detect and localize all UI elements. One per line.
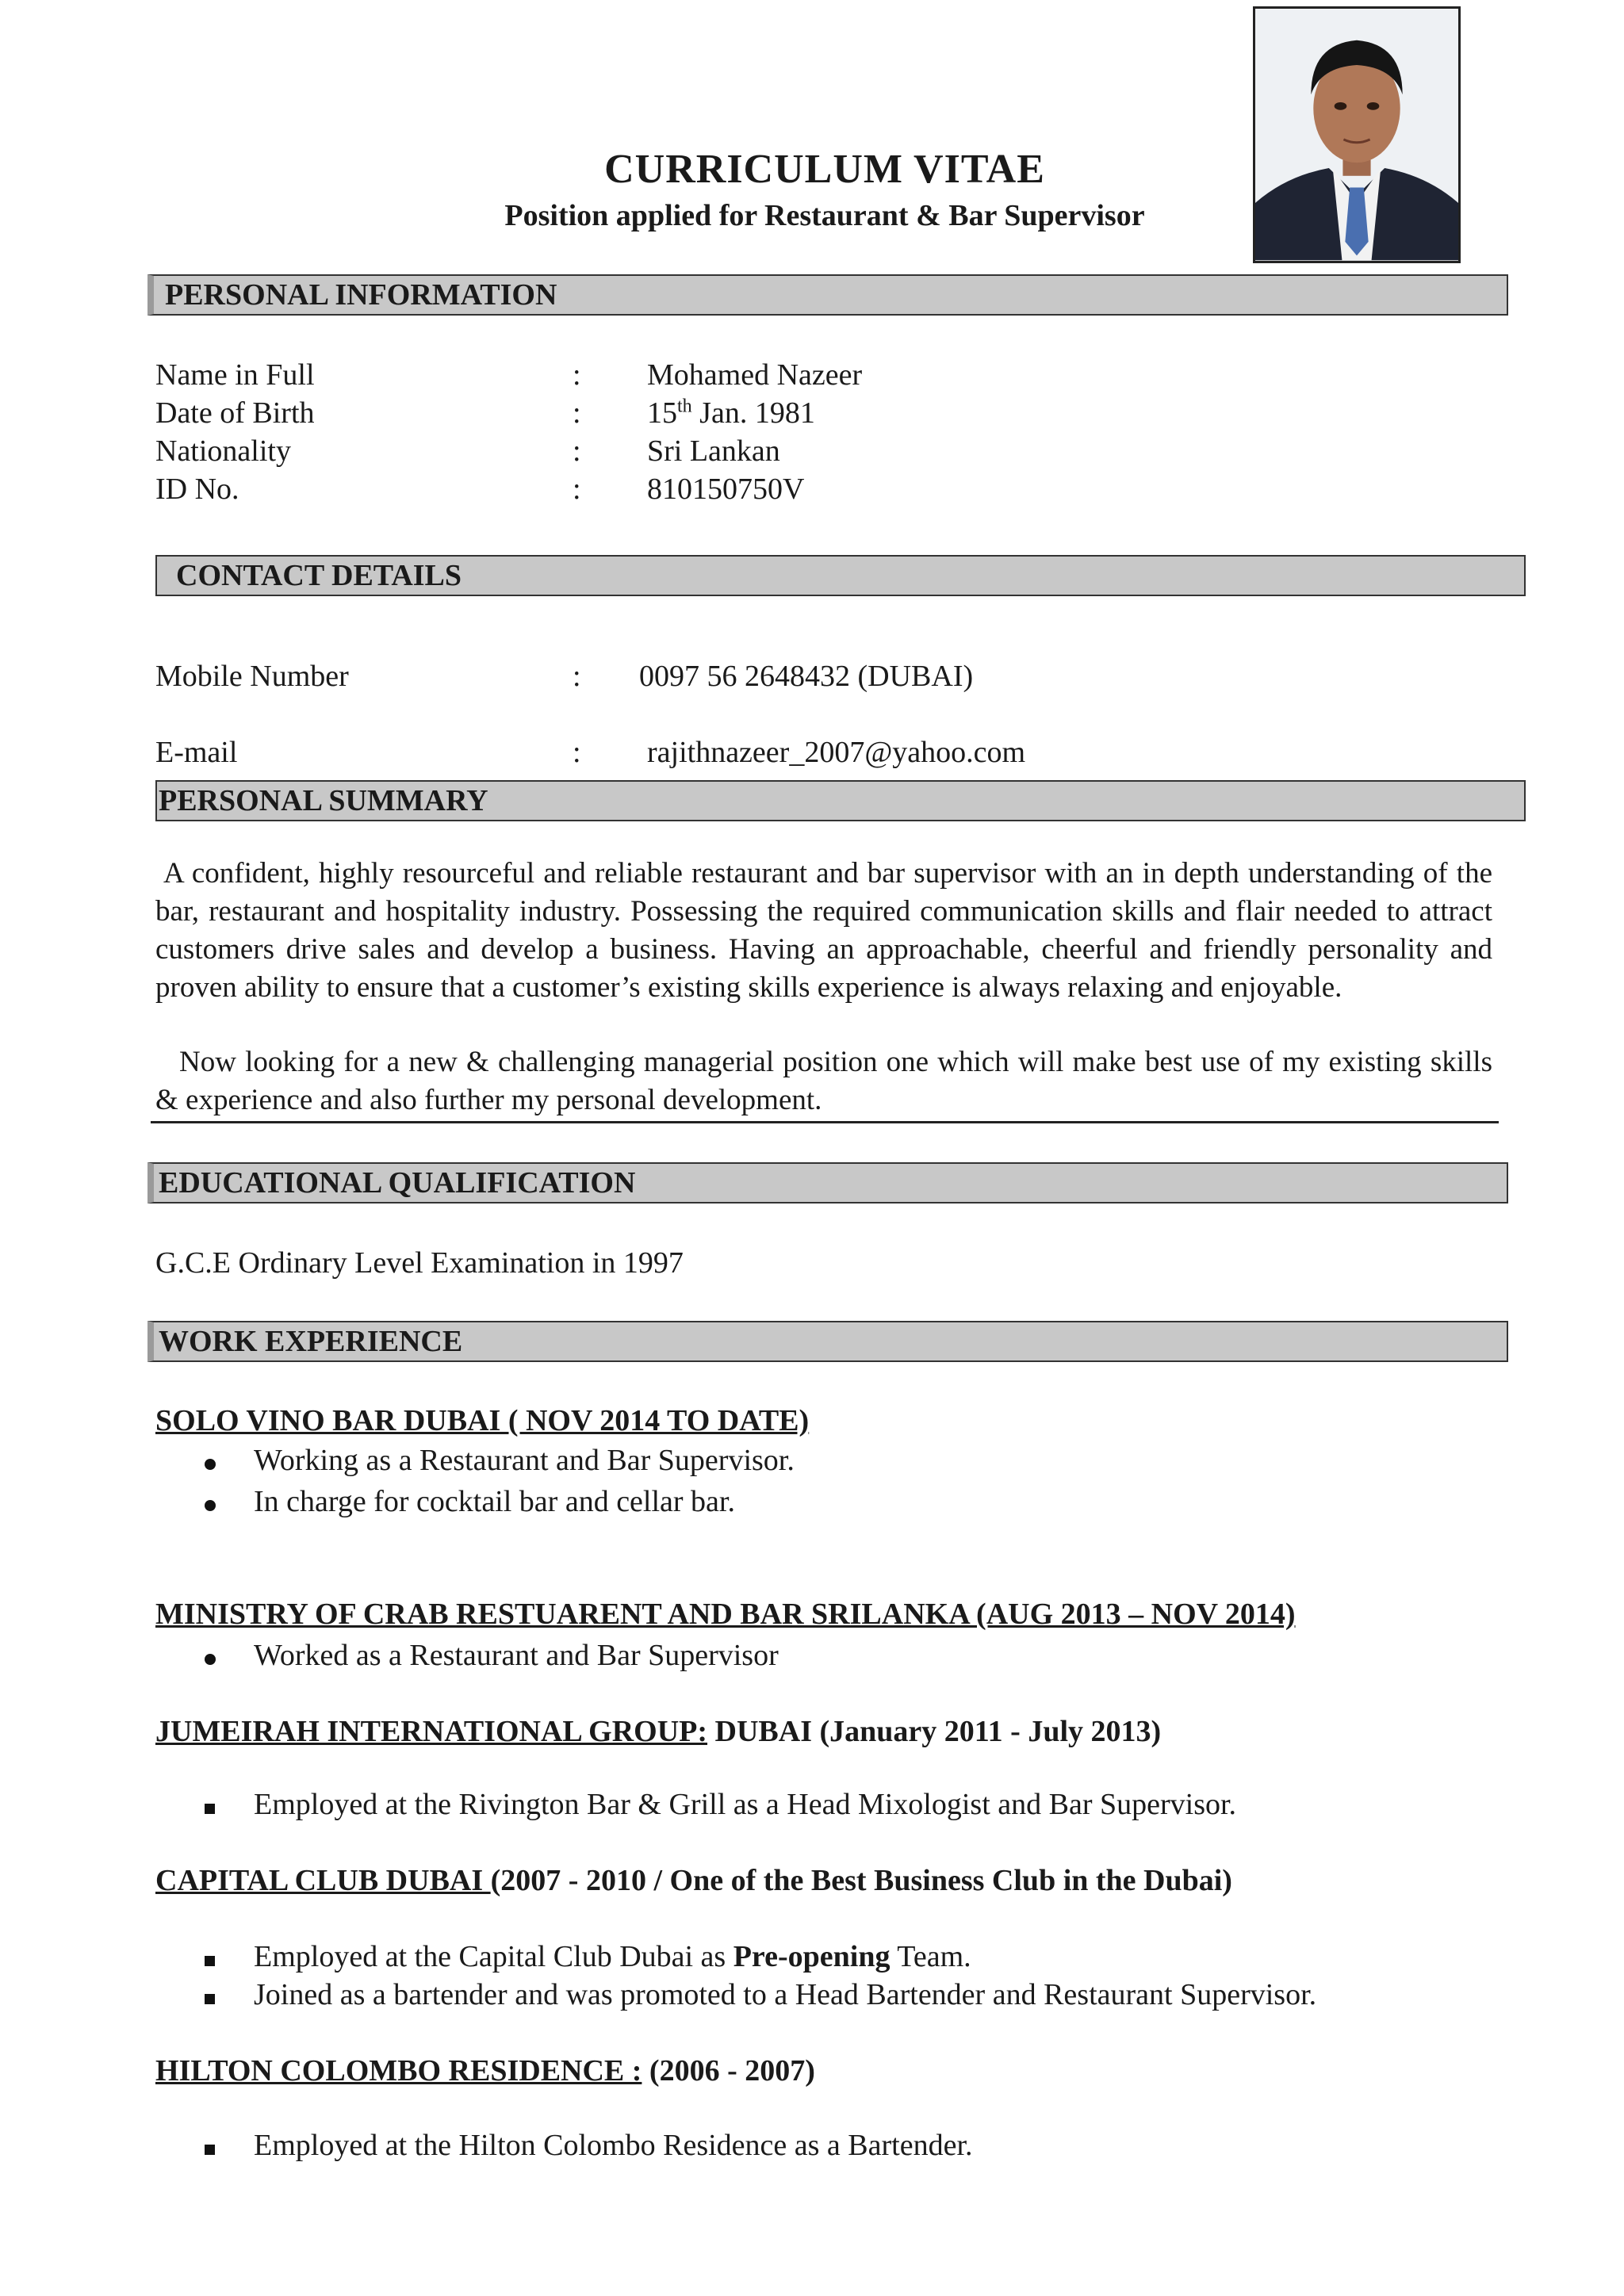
mobile-value: 0097 56 2648432 (DUBAI) xyxy=(639,660,974,693)
job-heading-text: MINISTRY OF CRAB RESTUARENT AND BAR SRILANKA (AUG 2013 – NOV 2014) xyxy=(155,1598,1296,1631)
section-personal-summary: PERSONAL SUMMARY xyxy=(155,780,1526,821)
divider-line xyxy=(151,1121,1499,1123)
nationality-label: Nationality xyxy=(155,434,291,468)
job-heading-capital-club xyxy=(155,1863,1232,1898)
section-personal-information: PERSONAL INFORMATION xyxy=(147,274,1508,316)
bullet-dot-icon xyxy=(205,1638,216,1673)
nationality-value: Sri Lankan xyxy=(647,434,780,468)
colon: : xyxy=(573,434,581,468)
bullet-text-start: Employed at the Capital Club Dubai as xyxy=(254,1940,733,1973)
summary-paragraph-1: A confident, highly resourceful and reliable restaurant and bar supervisor with an in depth understanding of the bar, restaurant and hospitality industry. Possessing the required communication skills and flair needed to attract customers drive sales and develop a business. Having an approachable, cheerful and friendly personality and proven ability to ensure that a customer’s existing skills experience is always relaxing and enjoyable. xyxy=(155,857,1492,1004)
section-contact-details: CONTACT DETAILS xyxy=(155,555,1526,596)
summary-paragraph-2: Now looking for a new & challenging managerial position one which will make best use of my existing skills & experience and also further my personal development. xyxy=(155,1046,1492,1116)
job-heading-employer: CAPITAL CLUB DUBAI xyxy=(155,1864,491,1897)
job-heading-details: (2007 - 2010 / One of the Best Business Club in the Dubai) xyxy=(490,1864,1232,1897)
section-work-experience: WORK EXPERIENCE xyxy=(147,1321,1508,1362)
dob-rest: Jan. 1981 xyxy=(691,396,815,430)
colon: : xyxy=(573,660,581,693)
job-heading-employer: HILTON COLOMBO RESIDENCE : xyxy=(155,2054,642,2087)
bullet-square-icon xyxy=(205,1787,215,1822)
document-title: CURRICULUM VITAE xyxy=(604,147,1045,192)
bullet-text xyxy=(254,1939,971,1974)
section-educational-qualification: EDUCATIONAL QUALIFICATION xyxy=(147,1162,1508,1203)
dob-suffix: th xyxy=(677,396,692,417)
dob-label: Date of Birth xyxy=(155,396,315,430)
colon: : xyxy=(573,473,581,506)
dob-day: 15 xyxy=(647,396,677,430)
bullet-text: Working as a Restaurant and Bar Supervisor. xyxy=(254,1444,795,1477)
bullet-text: In charge for cocktail bar and cellar bar. xyxy=(254,1485,735,1518)
name-value: Mohamed Nazeer xyxy=(647,358,863,392)
id-value: 810150750V xyxy=(647,473,805,506)
position-applied: Position applied for Restaurant & Bar Supervisor xyxy=(504,199,1145,232)
bullet-text-bold: Pre-opening xyxy=(733,1940,891,1973)
bullet-square-icon xyxy=(205,2128,215,2163)
bullet-square-icon xyxy=(205,1939,215,1974)
colon: : xyxy=(573,358,581,392)
email-value[interactable]: rajithnazeer_2007@yahoo.com xyxy=(647,736,1026,769)
colon: : xyxy=(573,736,581,769)
education-item: G.C.E Ordinary Level Examination in 1997 xyxy=(155,1246,684,1280)
job-heading-solo-vino xyxy=(155,1403,809,1438)
email-label: E-mail xyxy=(155,736,238,769)
id-label: ID No. xyxy=(155,473,239,506)
bullet-text-end: Team. xyxy=(890,1940,971,1973)
job-heading-employer: JUMEIRAH INTERNATIONAL GROUP: xyxy=(155,1715,708,1748)
job-heading-jumeirah xyxy=(155,1714,1161,1749)
bullet-text: Employed at the Hilton Colombo Residence as a Bartender. xyxy=(254,2129,973,2162)
job-heading-details: (2006 - 2007) xyxy=(642,2054,815,2087)
bullet-text: Worked as a Restaurant and Bar Supervisor xyxy=(254,1639,779,1672)
bullet-square-icon xyxy=(205,1977,215,2012)
job-heading-text: SOLO VINO BAR DUBAI ( NOV 2014 TO DATE) xyxy=(155,1404,810,1437)
dob-value xyxy=(647,395,815,431)
name-label: Name in Full xyxy=(155,358,315,392)
bullet-dot-icon xyxy=(205,1484,216,1519)
bullet-text: Joined as a bartender and was promoted to a Head Bartender and Restaurant Supervisor. xyxy=(254,1978,1317,2011)
bullet-text: Employed at the Rivington Bar & Grill as a Head Mixologist and Bar Supervisor. xyxy=(254,1788,1237,1821)
bullet-dot-icon xyxy=(205,1443,216,1478)
mobile-label: Mobile Number xyxy=(155,660,349,693)
colon: : xyxy=(573,396,581,430)
job-heading-ministry-of-crab xyxy=(155,1597,1296,1632)
job-heading-details: DUBAI (January 2011 - July 2013) xyxy=(707,1715,1162,1748)
job-heading-hilton-colombo xyxy=(155,2053,815,2088)
